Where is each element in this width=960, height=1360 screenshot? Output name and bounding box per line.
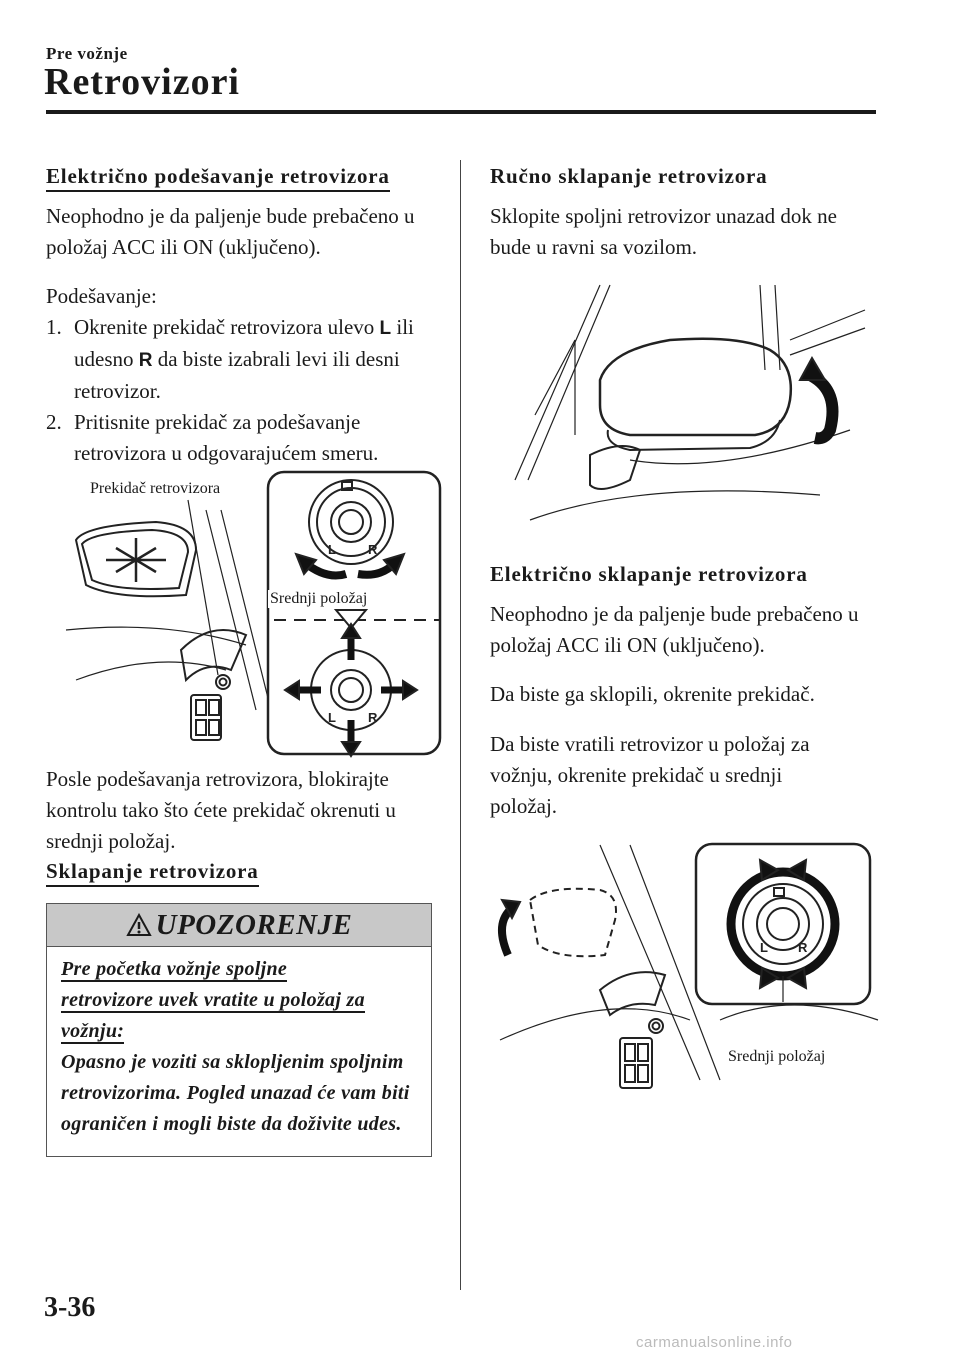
adjust-steps	[46, 312, 441, 469]
figure-label-switch: Prekidač retrovizora	[90, 480, 221, 497]
column-divider	[460, 160, 461, 1290]
r-symbol: R	[138, 350, 153, 371]
svg-text:R: R	[368, 542, 378, 557]
mirror-switch-figure	[46, 470, 446, 760]
watermark: carmanualsonline.info	[636, 1334, 793, 1351]
step-1: 1. Okrenite prekidač retrovizora ulevo L ili udesno R da biste izabrali levi ili desni retrovizor.	[46, 315, 414, 403]
heading-electric-folding: Električno sklapanje retrovizora	[490, 562, 808, 586]
page-number: 3-36	[44, 1292, 96, 1323]
fold-instruction: Da biste ga sklopili, okrenite prekidač.	[490, 682, 815, 706]
section-tag: Pre vožnje	[46, 44, 128, 63]
electric-folding-paragraph: Neophodno je da paljenje bude prebačeno u položaj ACC ili ON (uključeno).	[490, 602, 859, 657]
title-rule	[46, 110, 876, 114]
svg-text:L: L	[760, 940, 768, 955]
warning-text: Pre početka vožnje spoljne retrovizore uvek vratite u položaj za vožnju: Opasno je voziti sa sklopljenim spoljnim retrovizorima. Pogled unazad će vam biti ograničen i mogli biste da doživite udes.	[61, 958, 410, 1135]
manual-folding-paragraph: Sklopite spoljni retrovizor unazad dok ne bude u ravni sa vozilom.	[490, 204, 838, 259]
warning-header: UPOZORENJE	[47, 904, 431, 947]
step-2: 2. Pritisnite prekidač za podešavanje retrovizora u odgovarajućem smeru.	[46, 410, 379, 465]
intro-paragraph: Neophodno je da paljenje bude prebačeno u položaj ACC ili ON (uključeno).	[46, 204, 415, 259]
return-instruction: Da biste vratili retrovizor u položaj za vožnju, okrenite prekidač u srednji položaj.	[490, 732, 810, 818]
svg-text:L: L	[328, 710, 336, 725]
manual-fold-figure	[490, 280, 870, 540]
svg-text:R: R	[368, 710, 378, 725]
heading-folding: Sklapanje retrovizora	[46, 859, 259, 884]
page-title: Retrovizori	[44, 61, 240, 103]
warning-icon	[126, 907, 152, 949]
lock-paragraph: Posle podešavanja retrovizora, blokirajte kontrolu tako što ćete prekidač okrenuti u srednji položaj.	[46, 767, 396, 853]
l-symbol: L	[379, 318, 392, 339]
heading-electric-adjust: Električno podešavanje retrovizora	[46, 164, 390, 189]
figure-label-center: Srednji položaj	[270, 590, 368, 607]
figure3-label-center: Srednji položaj	[728, 1048, 826, 1065]
warning-box	[46, 903, 432, 1157]
heading-manual-folding: Ručno sklapanje retrovizora	[490, 164, 768, 188]
svg-text:L: L	[328, 542, 336, 557]
adjust-label: Podešavanje:	[46, 284, 157, 308]
svg-text:R: R	[798, 940, 808, 955]
